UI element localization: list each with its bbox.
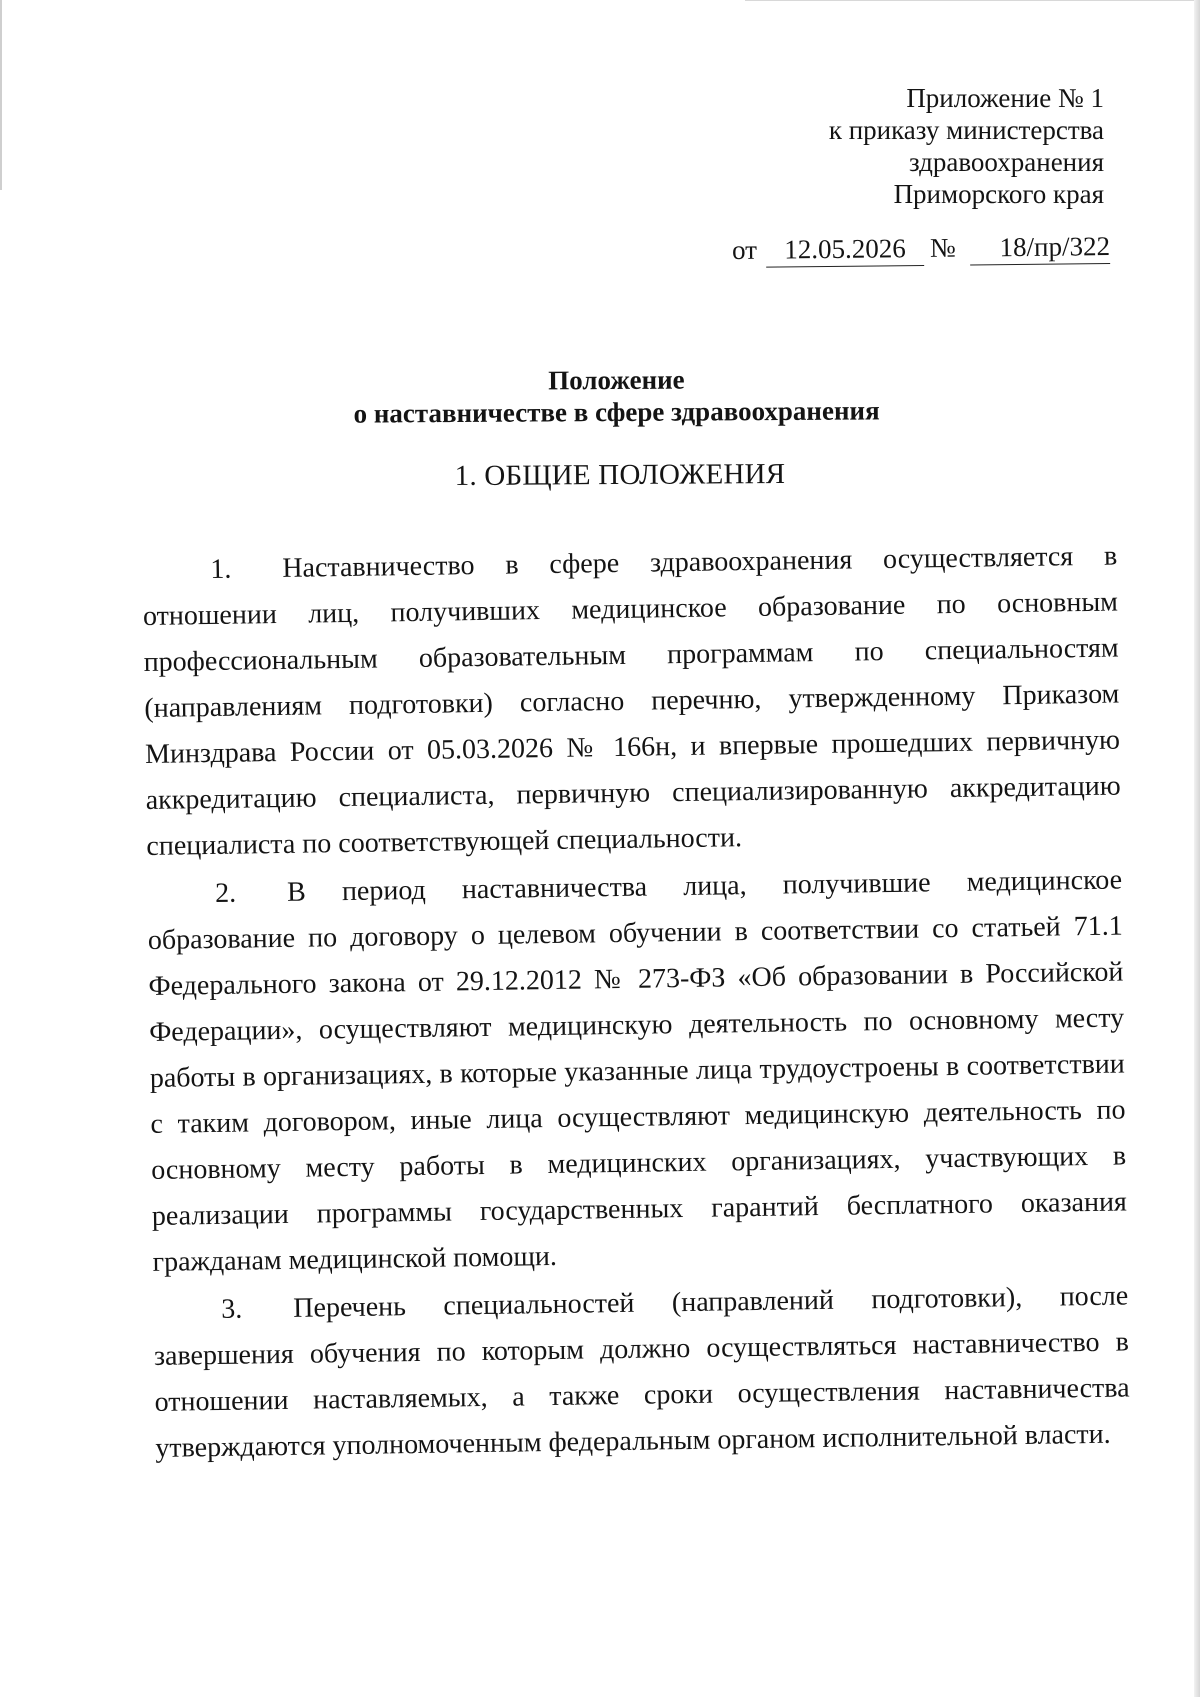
approval-line-4: Приморского края <box>893 179 1104 209</box>
scan-edge-left <box>0 0 2 190</box>
title-line-2: о наставничестве в сфере здравоохранения <box>353 395 880 429</box>
number-prefix: № <box>929 232 956 263</box>
paragraph-text: В период наставничества лица, получившие медицинское образование по договору о целевом обучении в соответствии со статьей 71.1 Федерального закона от 29.12.2012 № 273-ФЗ «Об образовании в Российской Федерации», осуществляют медицинскую деятельность по основному месту работы в организациях, в которые указанные лица трудоустроены в соответствии с таким договором, иные лица осуществляют медицинскую деятельность по основному месту работы в медицинских организациях, участвующих в реализации программы государственных гарантий бесплатного оказания гражданам медицинской помощи. <box>147 864 1128 1278</box>
document-body <box>142 534 1131 1474</box>
paragraph-number: 2. <box>214 877 237 909</box>
document-title <box>0 360 1200 432</box>
paragraph-1 <box>142 534 1122 870</box>
order-date: 12.05.2026 <box>766 233 924 268</box>
paragraph-number: 1. <box>210 553 232 585</box>
paragraph-number: 3. <box>221 1293 243 1325</box>
approval-block <box>829 82 1104 210</box>
approval-line-3: здравоохранения <box>908 147 1104 177</box>
scan-edge-top <box>745 0 1200 1</box>
paragraph-text: Перечень специальностей (направлений подготовки), после завершения обучения по которым должно осуществляться наставничество в отношении наставляемых, а также сроки осуществления наставничества утверждаются уполномоченным федеральным органом исполнительной власти. <box>153 1280 1130 1464</box>
paragraph-2 <box>147 858 1128 1286</box>
paragraph-text: Наставничество в сфере здравоохранения осуществляется в отношении лиц, получивших медицинское образование по основным профессиональным образовательным программам по специальностям (направлениям подготовки) согласно перечню, утвержденному Приказом Минздрава России от 05.03.2026 № 166н, и впервые прошедших первичную аккредитацию специалиста, первичную специализированную аккредитацию специалиста по соответствующей специальности. <box>142 540 1121 862</box>
order-number: 18/пр/322 <box>970 231 1110 265</box>
section-heading: 1. ОБЩИЕ ПОЛОЖЕНИЯ <box>454 457 786 493</box>
paragraph-3 <box>153 1273 1131 1471</box>
title-line-1: Положение <box>548 364 685 396</box>
scan-edge-right <box>1194 0 1200 1697</box>
date-prefix: от <box>731 234 758 265</box>
approval-line-2: к приказу министерства <box>828 115 1104 145</box>
approval-line-1: Приложение № 1 <box>906 83 1104 113</box>
order-date-number-line <box>732 224 1122 272</box>
